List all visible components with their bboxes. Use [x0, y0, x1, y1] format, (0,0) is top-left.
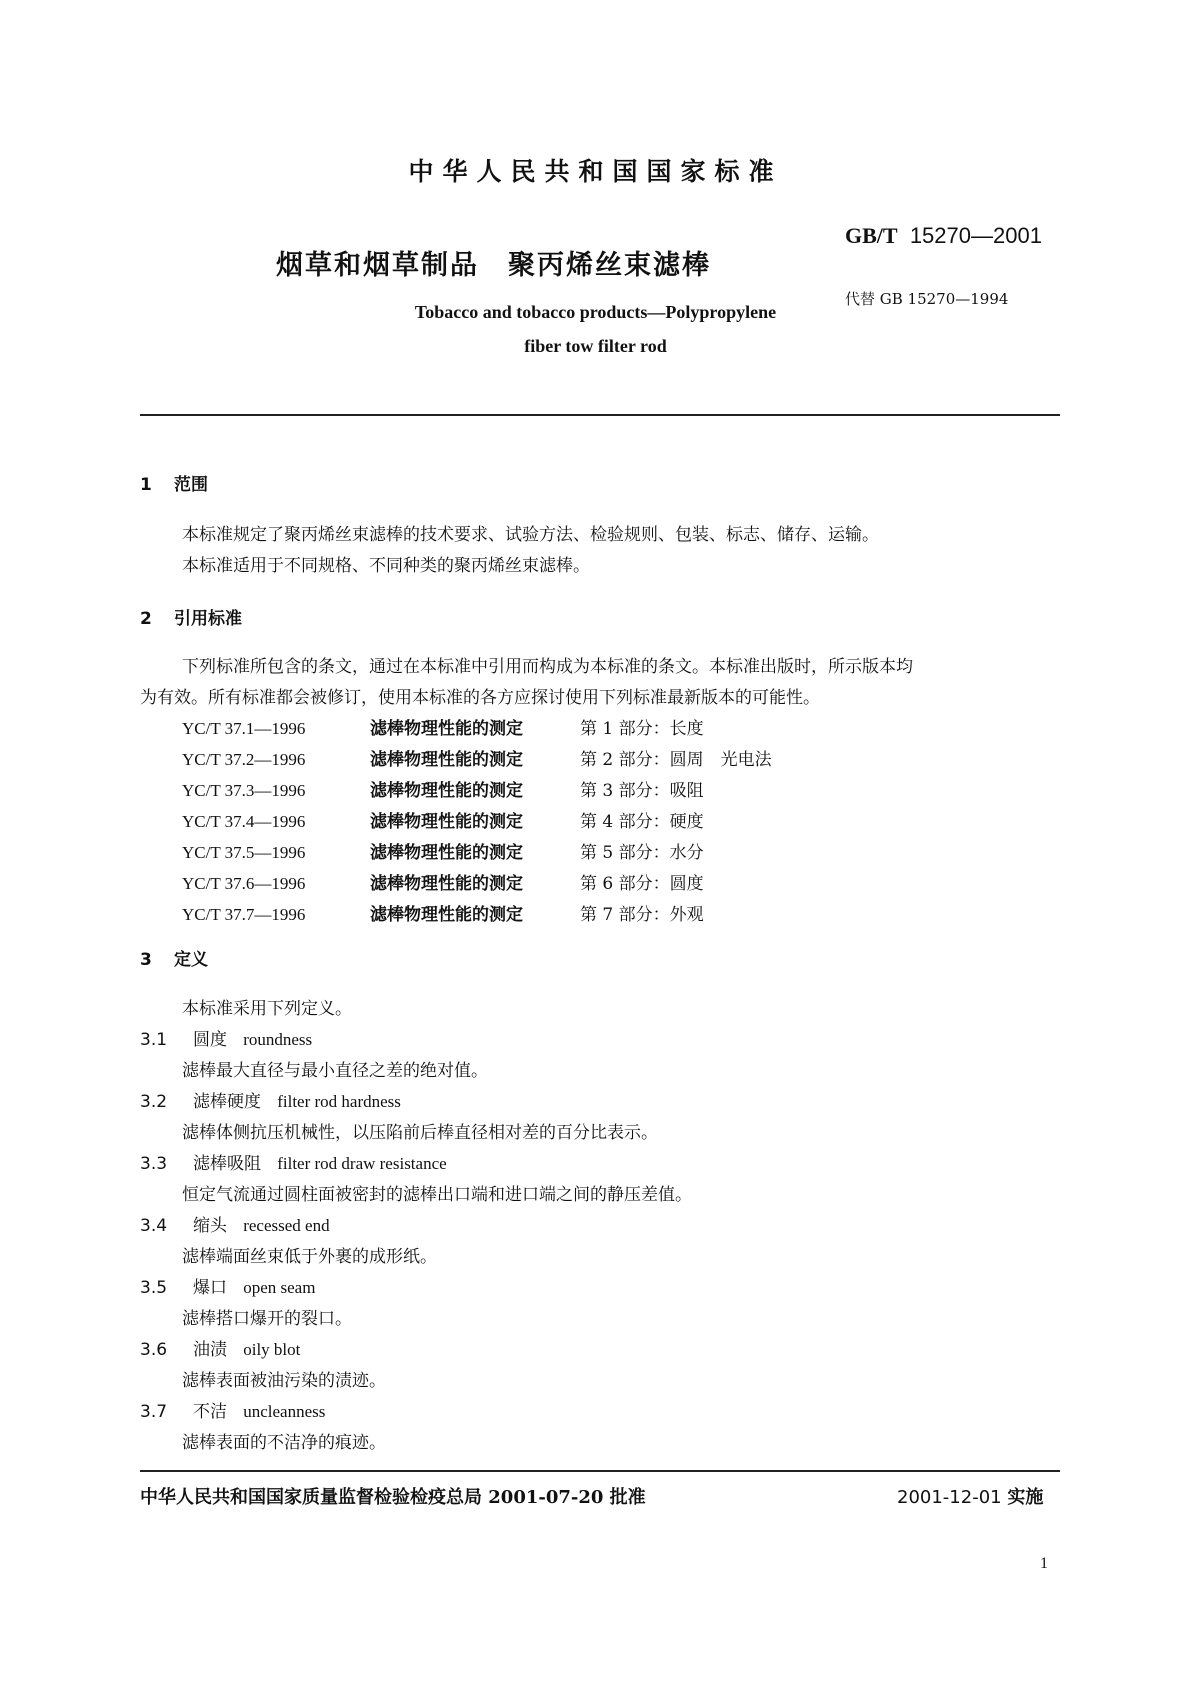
section-3-intro: 本标准采用下列定义。 [182, 999, 352, 1019]
standard-number-value: 15270—2001 [909, 223, 1042, 248]
replaces-note: 代替 GB 15270—1994 [845, 290, 1009, 308]
definition-text: 滤棒搭口爆开的裂口。 [182, 1309, 352, 1329]
footer-divider [140, 1470, 1060, 1472]
reference-item: YC/T 37.1—1996 滤棒物理性能的测定 第 1 部分：长度 [182, 719, 704, 739]
section-1-para-1: 本标准规定了聚丙烯丝束滤棒的技术要求、试验方法、检验规则、包装、标志、储存、运输。 [182, 525, 879, 545]
page-number: 1 [1040, 1555, 1048, 1572]
section-1-heading: 1 范围 [140, 475, 208, 495]
header-divider [140, 414, 1060, 416]
definition-text: 滤棒表面的不洁净的痕迹。 [182, 1433, 386, 1453]
national-standard-title: 中华人民共和国国家标准 [408, 157, 783, 186]
section-3-heading: 3 定义 [140, 950, 208, 970]
reference-item: YC/T 37.6—1996 滤棒物理性能的测定 第 6 部分：圆度 [182, 874, 704, 894]
definition-term: 3.3 滤棒吸阻 filter rod draw resistance [140, 1154, 447, 1174]
definition-text: 滤棒表面被油污染的渍迹。 [182, 1371, 386, 1391]
definition-text: 滤棒端面丝束低于外裹的成形纸。 [182, 1247, 437, 1267]
definition-term: 3.4 缩头 recessed end [140, 1216, 330, 1236]
definition-term: 3.2 滤棒硬度 filter rod hardness [140, 1092, 401, 1112]
definition-term: 3.6 油渍 oily blot [140, 1340, 301, 1360]
definition-term: 3.5 爆口 open seam [140, 1278, 316, 1298]
section-2-para-line1: 下列标准所包含的条文，通过在本标准中引用而构成为本标准的条文。本标准出版时，所示版本均 [182, 657, 913, 677]
cn-title: 烟草和烟草制品 聚丙烯丝束滤棒 [276, 250, 711, 281]
definition-text: 滤棒体侧抗压机械性，以压陷前后棒直径相对差的百分比表示。 [182, 1123, 658, 1143]
effective-date: 2001-12-01 [897, 1487, 1002, 1508]
reference-item: YC/T 37.7—1996 滤棒物理性能的测定 第 7 部分：外观 [182, 905, 704, 925]
definition-text: 恒定气流通过圆柱面被密封的滤棒出口端和进口端之间的静压差值。 [182, 1185, 692, 1205]
approval-note: 中华人民共和国国家质量监督检验检疫总局 2001-07-20 批准 [140, 1487, 646, 1508]
reference-item: YC/T 37.2—1996 滤棒物理性能的测定 第 2 部分：圆周 光电法 [182, 750, 772, 770]
standard-number [845, 223, 1042, 249]
effective-note [897, 1483, 1043, 1509]
en-title-line1: Tobacco and tobacco products—Polypropylene [414, 302, 777, 322]
definition-text: 滤棒最大直径与最小直径之差的绝对值。 [182, 1061, 488, 1081]
reference-item: YC/T 37.4—1996 滤棒物理性能的测定 第 4 部分：硬度 [182, 812, 704, 832]
reference-item: YC/T 37.5—1996 滤棒物理性能的测定 第 5 部分：水分 [182, 843, 704, 863]
standard-number-prefix: GB/T [845, 223, 898, 248]
en-title-line2: fiber tow filter rod [524, 336, 667, 356]
definition-term: 3.1 圆度 roundness [140, 1030, 313, 1050]
section-1-para-2: 本标准适用于不同规格、不同种类的聚丙烯丝束滤棒。 [182, 556, 590, 576]
section-2-para-line2: 为有效。所有标准都会被修订，使用本标准的各方应探讨使用下列标准最新版本的可能性。 [140, 688, 820, 708]
definition-term: 3.7 不洁 uncleanness [140, 1402, 326, 1422]
effective-label: 实施 [1007, 1487, 1044, 1508]
section-2-heading: 2 引用标准 [140, 609, 242, 629]
reference-item: YC/T 37.3—1996 滤棒物理性能的测定 第 3 部分：吸阻 [182, 781, 704, 801]
